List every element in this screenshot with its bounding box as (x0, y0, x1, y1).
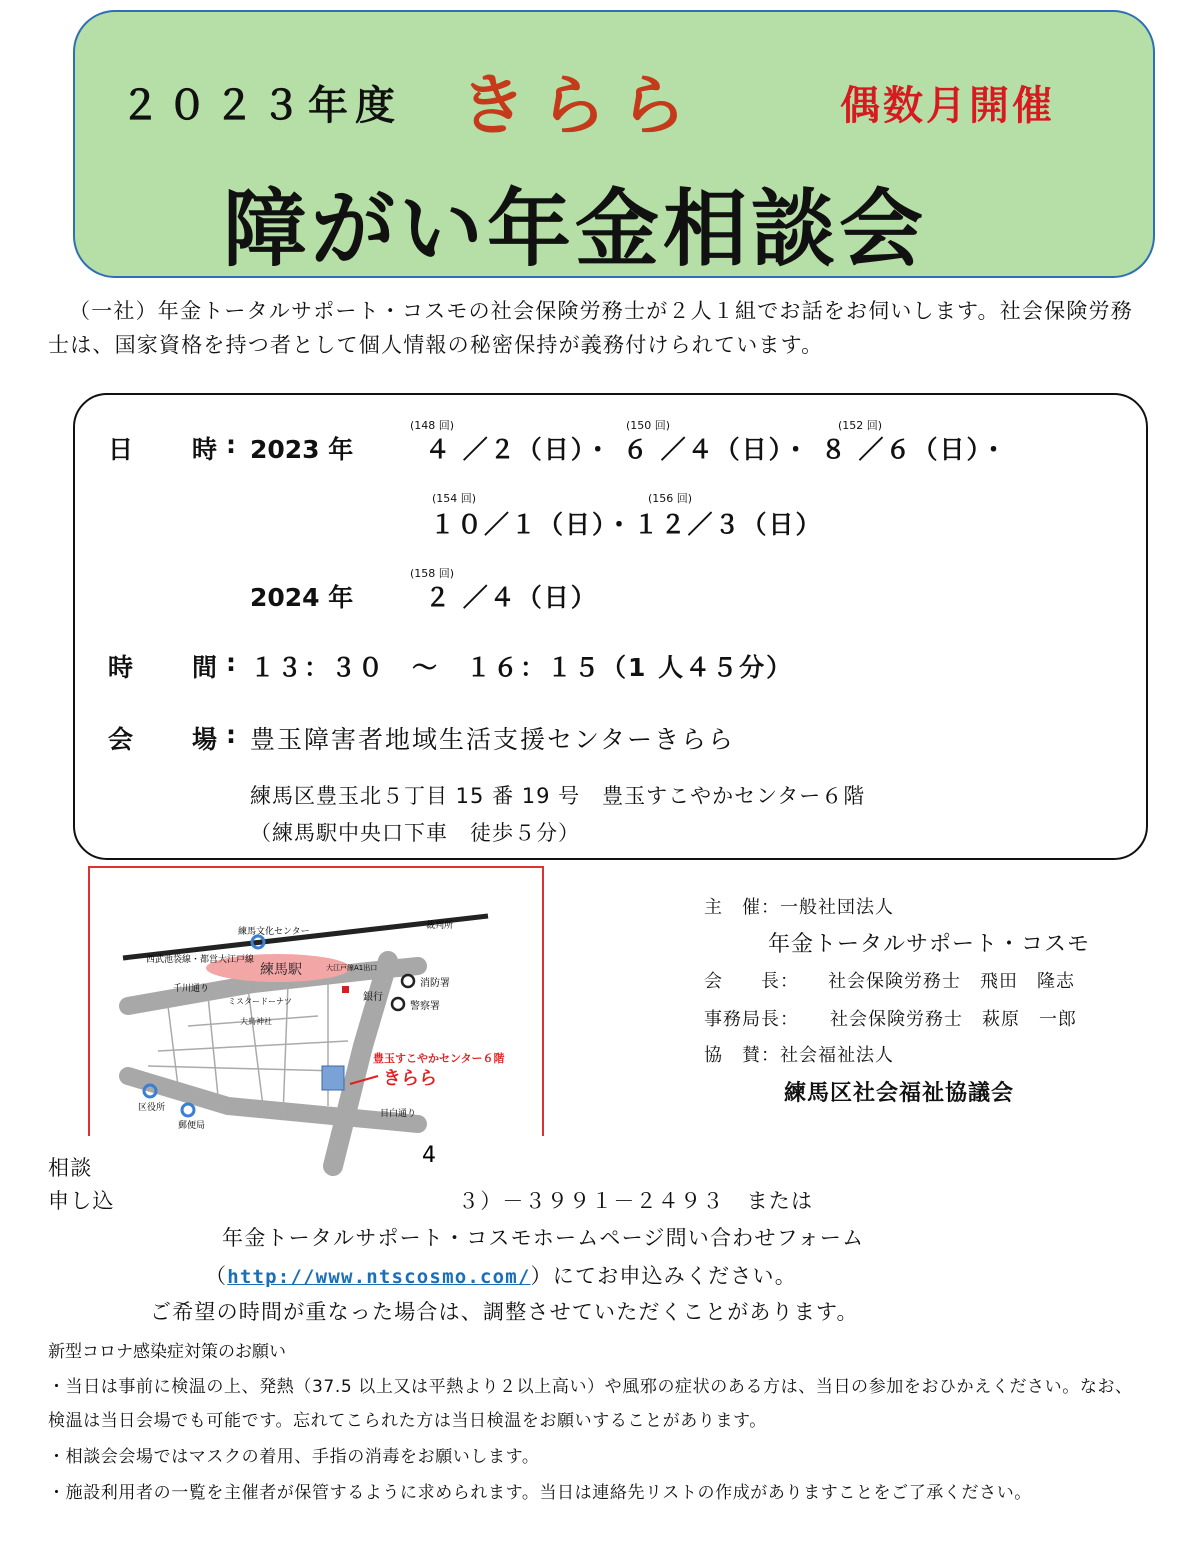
svg-text:消防署: 消防署 (420, 978, 450, 989)
sponsor-label: 協 賛：社会福祉法人 (704, 1045, 894, 1066)
fire-station-marker (402, 975, 414, 987)
session-158: (158 回) (410, 567, 455, 580)
building-icon (322, 1066, 344, 1090)
svg-text:千川通り: 千川通り (173, 984, 210, 994)
apply-line-2: 申し込 (48, 1189, 115, 1213)
map-center-label: 豊玉すこやかセンター６階 (373, 1052, 505, 1065)
year-2023: 2023 年 (250, 435, 354, 464)
year-label: ２０２３年度 (120, 83, 402, 129)
time-label-2: 間 (192, 653, 218, 682)
access-map (88, 866, 544, 1176)
map-station-label: 練馬駅 (260, 962, 302, 978)
session-148: (148 回) (410, 419, 455, 432)
time-colon: : (226, 648, 236, 677)
session-150: (150 回) (626, 419, 671, 432)
date-label-2: 時 (192, 435, 218, 464)
apply-line-1: 相談 (48, 1156, 93, 1180)
svg-text:西武池袋線・都営大江戸線: 西武池袋線・都営大江戸線 (146, 955, 255, 965)
svg-text:練馬文化センター: 練馬文化センター (238, 927, 310, 937)
svg-text:目白通り: 目白通り (380, 1109, 417, 1119)
venue-colon: : (226, 720, 236, 749)
homepage-link[interactable]: http://www.ntscosmo.com/ (227, 1266, 531, 1288)
svg-text:裁判所: 裁判所 (426, 921, 454, 931)
time-label-1: 時 (108, 653, 134, 682)
sponsor-name: 練馬区社会福祉協議会 (784, 1081, 1015, 1106)
apply-phone: ３）－３９９１－２４９３ または (458, 1189, 814, 1213)
oedo-exit-marker (342, 986, 349, 993)
host-name: 年金トータルサポート・コスモ (768, 932, 1091, 957)
apply-url-line: （http://www.ntscosmo.com/）にてお申込みください。 (205, 1264, 797, 1288)
chair-name: 社会保険労務士 飛田 隆志 (828, 971, 1075, 992)
apply-form-text: 年金トータルサポート・コスモホームページ問い合わせフォーム (222, 1226, 865, 1250)
notes-heading: 新型コロナ感染症対策のお願い (48, 1342, 286, 1362)
dates-row-2: １０／１（日）・１２／３（日） (430, 510, 823, 539)
svg-text:警察署: 警察署 (410, 1001, 440, 1012)
svg-text:ミスタードーナツ: ミスタードーナツ (228, 997, 292, 1006)
note-item-3: ・施設利用者の一覧を主催者が保管するように求められます。当日は連絡先リストの作成がありますことをご了承ください。 (48, 1483, 1032, 1503)
venue-address: 練馬区豊玉北５丁目 15 番 19 号 豊玉すこやかセンター６階 (250, 784, 866, 808)
year-2024: 2024 年 (250, 583, 354, 612)
session-154: (154 回) (432, 492, 477, 505)
page-title: 障がい年金相談会 (223, 180, 928, 278)
venue-access: （練馬駅中央口下車 徒歩５分） (250, 821, 580, 845)
apply-note: ご希望の時間が重なった場合は、調整させていただくことがあります。 (150, 1300, 859, 1324)
note-item-2: ・相談会会場ではマスクの着用、手指の消毒をお願いします。 (48, 1447, 540, 1467)
svg-text:大江戸線A1出口: 大江戸線A1出口 (326, 964, 378, 972)
secretary-label: 事務局長： (704, 1009, 799, 1030)
svg-text:銀行: 銀行 (363, 992, 383, 1003)
post-office-marker (182, 1104, 194, 1116)
chair-label: 会 長： (704, 971, 799, 992)
host-label: 主 催：一般社団法人 (704, 897, 894, 918)
time-value: １３：３０ ～ １６：１５（1 人４５分） (250, 653, 794, 682)
svg-text:大鳥神社: 大鳥神社 (240, 1017, 272, 1026)
session-156: (156 回) (648, 492, 693, 505)
venue-label-1: 会 (108, 725, 134, 754)
venue-value: 豊玉障害者地域生活支援センターきらら (250, 725, 736, 754)
svg-text:区役所: 区役所 (138, 1103, 166, 1113)
map-kirara-label: きらら (383, 1068, 437, 1089)
dates-row-3: ２ ／４（日） (425, 583, 598, 612)
svg-text:郵便局: 郵便局 (178, 1121, 206, 1131)
mejiro-road (128, 1076, 418, 1124)
intro-text: （一社）年金トータルサポート・コスモの社会保険労務士が２人１組でお話をお伺いします。社会保険労務士は、国家資格を持つ者として個人情報の秘密保持が義務付けられています。 (48, 299, 1133, 357)
north-arrow: 4 (422, 1143, 436, 1168)
note-item-1: ・当日は事前に検温の上、発熱（37.5 以上又は平熱より２以上高い）や風邪の症状のある方は、当日の参加をおひかえください。なお、検温は当日会場でも可能です。忘れてこられた方は当日検温をお願いすることがあります。 (48, 1377, 1133, 1431)
date-colon: : (226, 430, 236, 459)
police-marker (392, 998, 404, 1010)
header-banner (73, 10, 1155, 278)
frequency-label: 偶数月開催 (840, 83, 1055, 129)
session-152: (152 回) (838, 419, 883, 432)
secretary-name: 社会保険労務士 萩原 一郎 (830, 1009, 1077, 1030)
venue-label-2: 場 (192, 725, 218, 754)
dates-row-1: ４ ／２（日）・ ６ ／４（日）・ ８ ／６（日）・ (425, 435, 1009, 464)
facility-name: きらら (460, 67, 700, 144)
date-label-1: 日 (108, 435, 134, 464)
